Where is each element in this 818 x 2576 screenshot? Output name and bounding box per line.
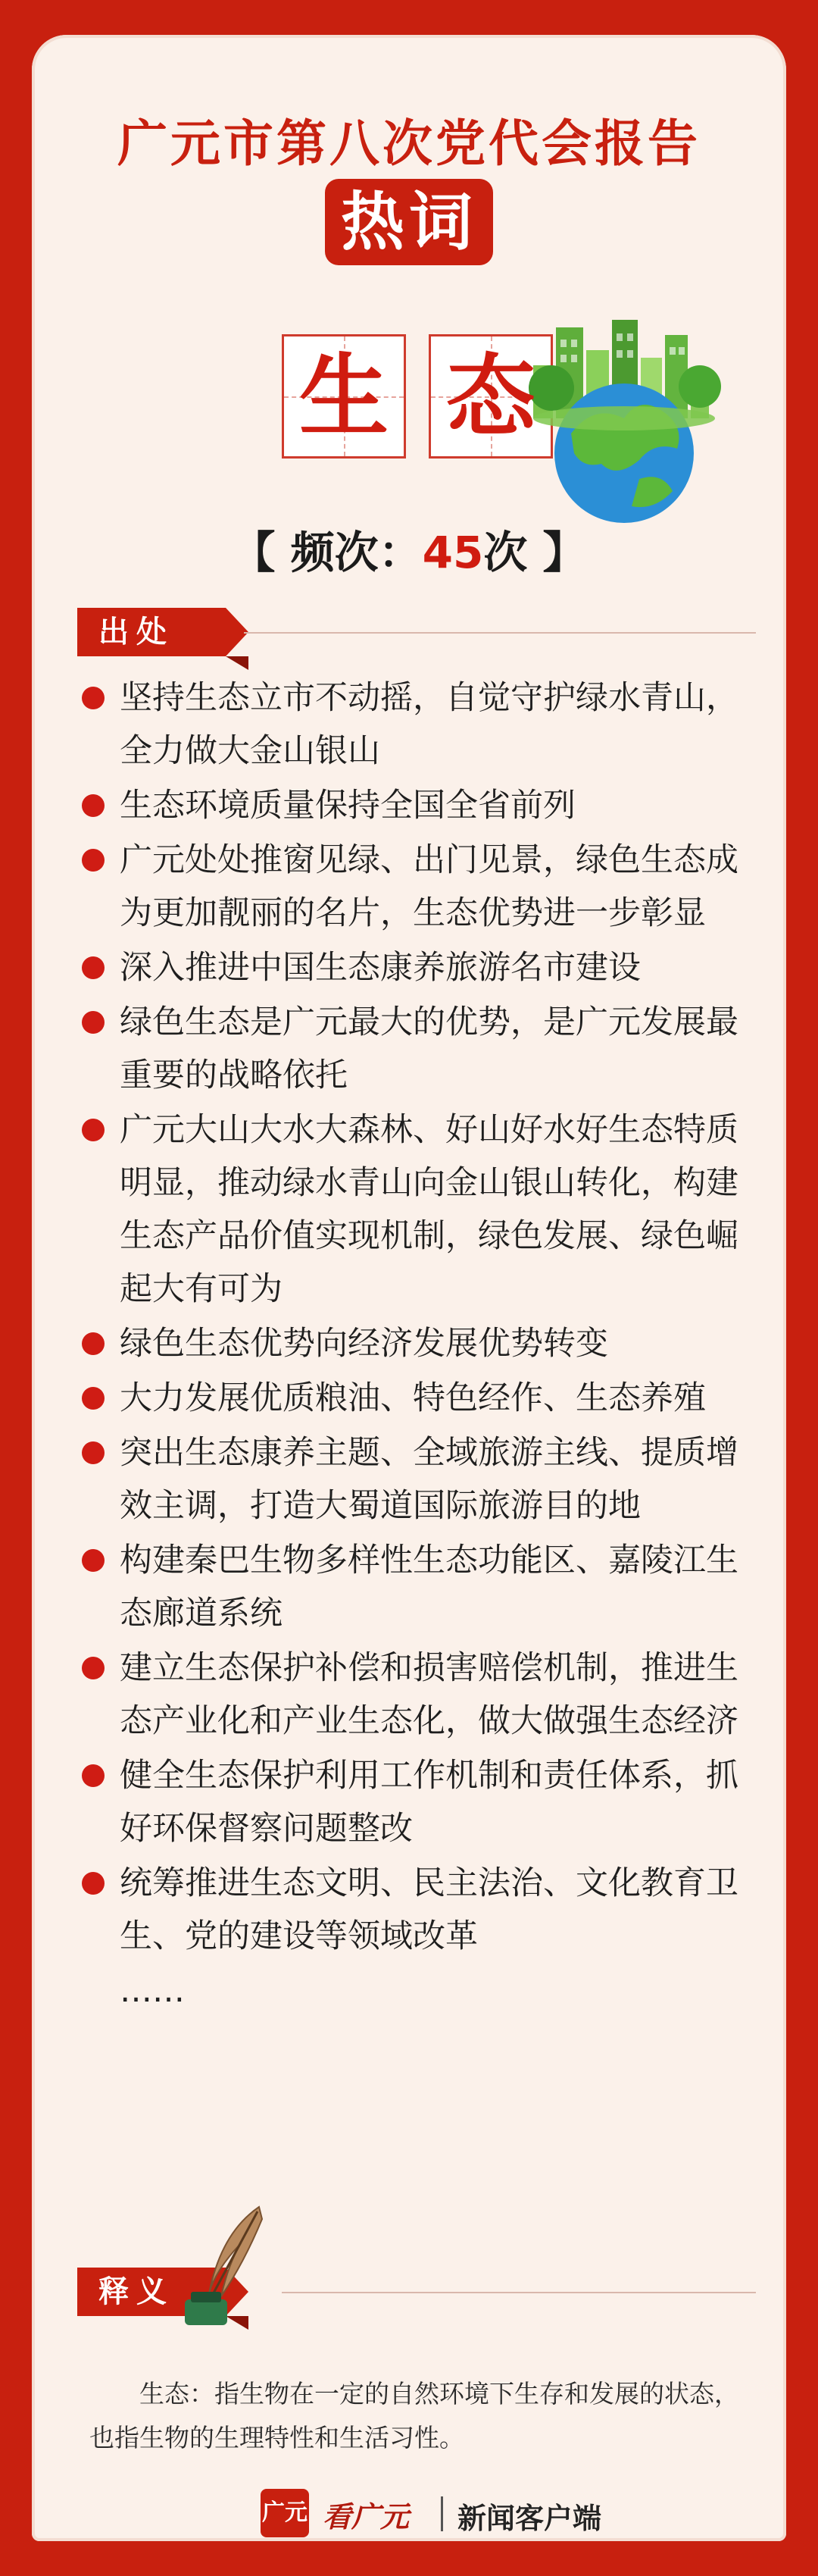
list-item: 绿色生态是广元最大的优势，是广元发展最重要的战略依托 bbox=[77, 996, 759, 1102]
frequency-label bbox=[32, 517, 786, 581]
report-title: 广元市第八次党代会报告 bbox=[117, 114, 701, 173]
keyword-char-1: 生 bbox=[298, 344, 389, 449]
list-item: 大力发展优质粮油、特色经作、生态养殖 bbox=[77, 1372, 759, 1425]
list-item: 生态环境质量保持全国全省前列 bbox=[77, 779, 759, 832]
frequency-prefix: 【 频次： bbox=[231, 527, 423, 578]
list-item: 广元大山大水大森林、好山好水好生态特质明显，推动绿水青山向金山银山转化，构建生态产品价值实现机制，绿色发展、绿色崛起大有可为 bbox=[77, 1103, 759, 1316]
brand-seal-logo: 广元 bbox=[261, 2489, 309, 2537]
source-section-label: 出处 bbox=[98, 615, 174, 649]
keyword-box-2 bbox=[429, 334, 553, 459]
quill-inkwell-icon bbox=[168, 2202, 282, 2331]
list-item: 广元处处推窗见绿、出门见景，绿色生态成为更加靓丽的名片，生态优势进一步彰显 bbox=[77, 834, 759, 940]
list-item: 坚持生态立市不动摇，自觉守护绿水青山，全力做大金山银山 bbox=[77, 671, 759, 778]
list-item: 突出生态康养主题、全域旅游主线、提质增效主调，打造大蜀道国际旅游目的地 bbox=[77, 1426, 759, 1532]
list-item: 建立生态保护补偿和损害赔偿机制，推进生态产业化和产业生态化，做大做强生态经济 bbox=[77, 1642, 759, 1748]
list-item: 统筹推进生态文明、民主法治、文化教育卫生、党的建设等领域改革 bbox=[77, 1857, 759, 1963]
keyword-char-2: 态 bbox=[445, 344, 535, 449]
source-list bbox=[77, 671, 759, 2019]
source-section-divider bbox=[244, 632, 756, 634]
source-section-tag bbox=[77, 608, 226, 656]
footer-app-name: 新闻客户端 bbox=[457, 2501, 602, 2535]
footer-brand bbox=[32, 2489, 786, 2542]
frequency-count: 45 bbox=[422, 527, 484, 578]
definition-section-label: 释义 bbox=[98, 2274, 174, 2309]
brand-script-logo: 看广元 bbox=[323, 2499, 410, 2534]
poster-card bbox=[32, 35, 786, 2541]
list-item: 深入推进中国生态康养旅游名市建设 bbox=[77, 941, 759, 994]
keyword-box-1 bbox=[282, 334, 406, 459]
definition-section-divider bbox=[282, 2292, 756, 2293]
list-item: 构建秦巴生物多样性生态功能区、嘉陵江生态廊道系统 bbox=[77, 1534, 759, 1640]
list-ellipsis: …… bbox=[120, 1972, 185, 2010]
list-item: 绿色生态优势向经济发展优势转变 bbox=[77, 1317, 759, 1370]
footer-divider bbox=[441, 2496, 443, 2531]
list-item: 健全生态保护利用工作机制和责任体系，抓好环保督察问题整改 bbox=[77, 1749, 759, 1855]
definition-text: 生态：指生物在一定的自然环境下生存和发展的状态，也指生物的生理特性和生活习性。 bbox=[89, 2379, 739, 2452]
frequency-suffix: 次 】 bbox=[483, 527, 587, 578]
hotword-badge: 热词 bbox=[325, 179, 493, 265]
